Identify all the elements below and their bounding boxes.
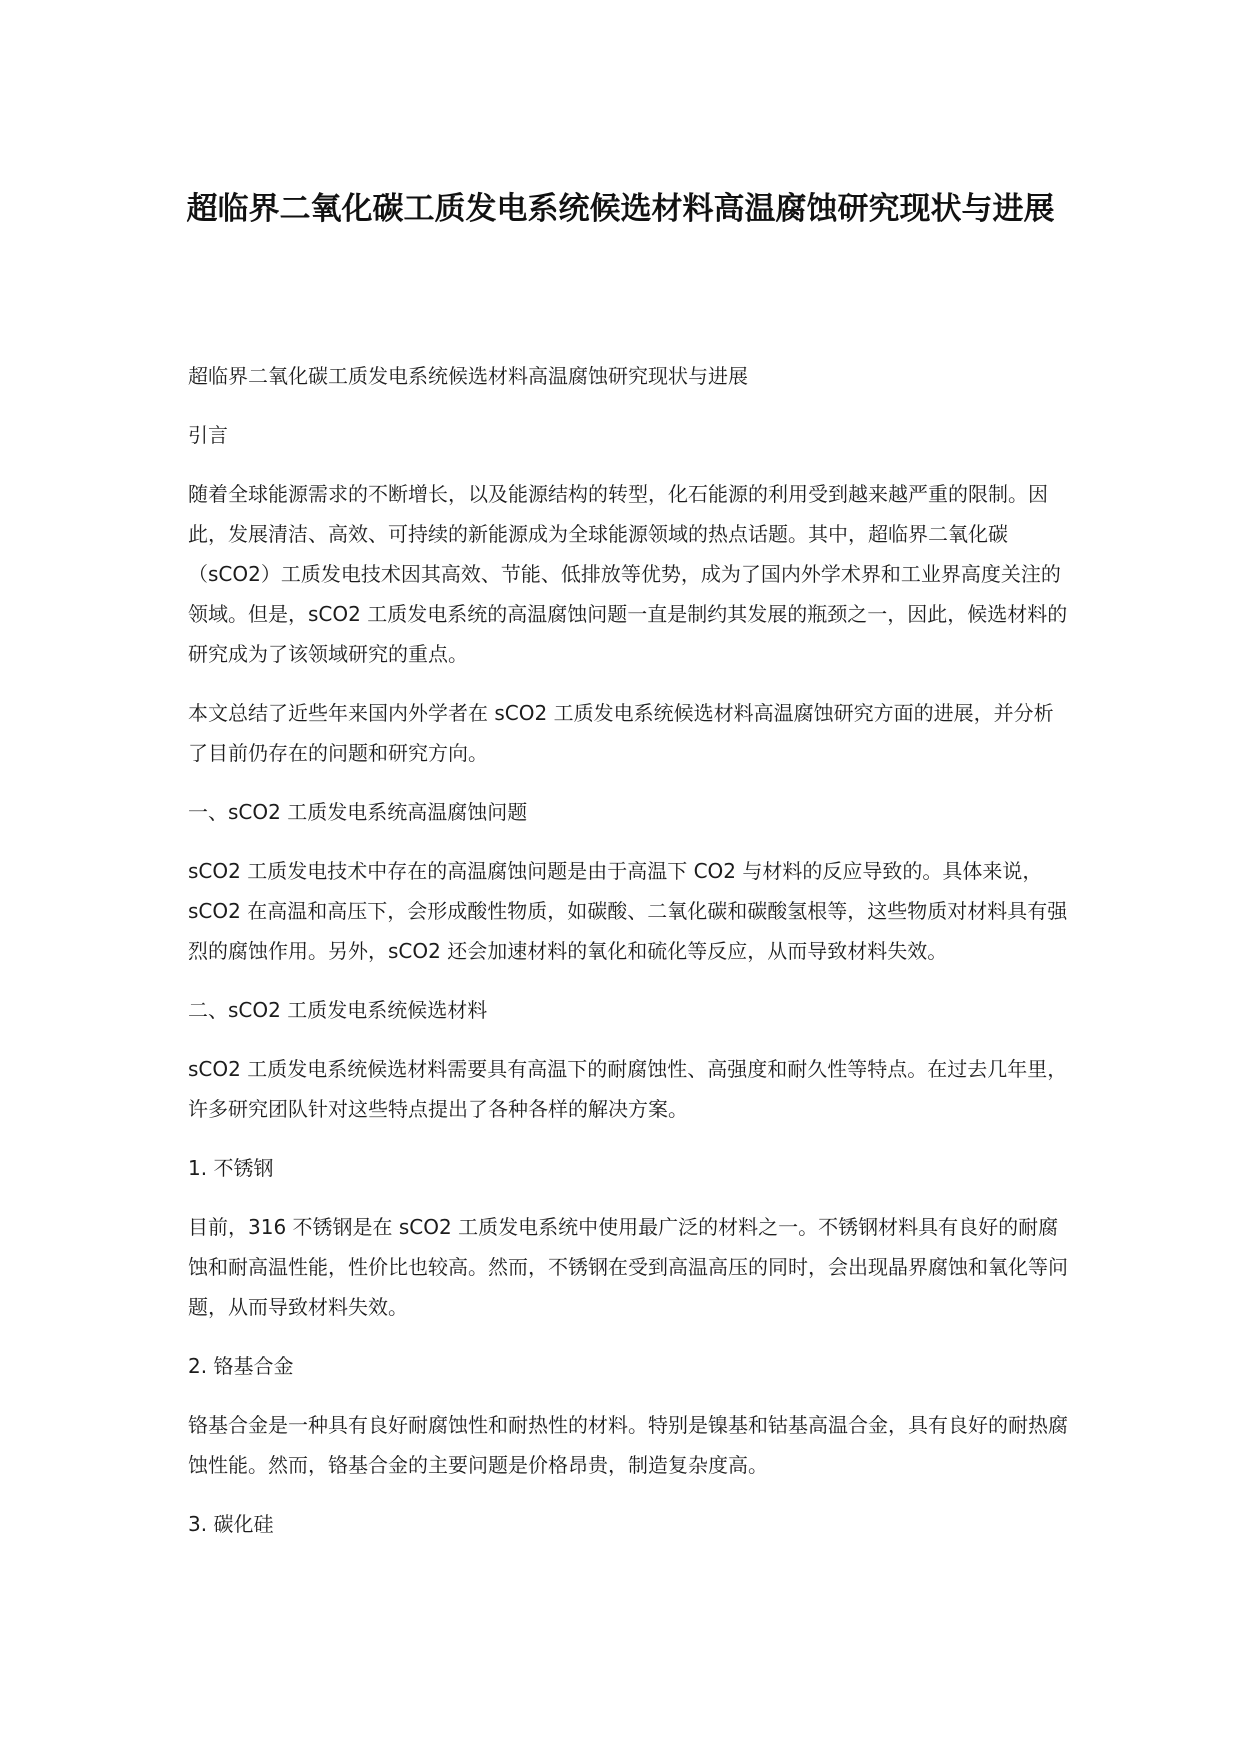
section-heading-introduction: 引言 (188, 423, 228, 447)
subsection-heading-chromium-alloy: 2. 铬基合金 (188, 1354, 294, 1378)
paragraph-chromium-alloy: 铬基合金是一种具有良好耐腐蚀性和耐热性的材料。特别是镍基和钴基高温合金，具有良好的耐热腐蚀性能。然而，铬基合金的主要问题是价格昂贵，制造复杂度高。 (188, 1413, 1068, 1477)
document-title: 超临界二氧化碳工质发电系统候选材料高温腐蚀研究现状与进展 (186, 191, 1055, 227)
paragraph-stainless-steel: 目前，316 不锈钢是在 sCO2 工质发电系统中使用最广泛的材料之一。不锈钢材料具有良好的耐腐蚀和耐高温性能，性价比也较高。然而，不锈钢在受到高温高压的同时，会出现晶界腐蚀和氧化等问题，从而导致材料失效。 (188, 1215, 1068, 1319)
paragraph-subtitle: 超临界二氧化碳工质发电系统候选材料高温腐蚀研究现状与进展 (188, 364, 748, 388)
section-heading-corrosion-problem: 一、sCO2 工质发电系统高温腐蚀问题 (188, 800, 528, 824)
paragraph-corrosion-problem: sCO2 工质发电技术中存在的高温腐蚀问题是由于高温下 CO2 与材料的反应导致的。具体来说，sCO2 在高温和高压下，会形成酸性物质，如碳酸、二氧化碳和碳酸氢根等，这些物质对材料具有强烈的腐蚀作用。另外，sCO2 还会加速材料的氧化和硫化等反应，从而导致材料失效。 (188, 859, 1068, 963)
section-heading-candidate-materials: 二、sCO2 工质发电系统候选材料 (188, 998, 488, 1022)
paragraph-candidate-materials: sCO2 工质发电系统候选材料需要具有高温下的耐腐蚀性、高强度和耐久性等特点。在过去几年里，许多研究团队针对这些特点提出了各种各样的解决方案。 (188, 1057, 1068, 1121)
paragraph-summary: 本文总结了近些年来国内外学者在 sCO2 工质发电系统候选材料高温腐蚀研究方面的进展，并分析了目前仍存在的问题和研究方向。 (188, 701, 1054, 765)
document-body (188, 356, 1073, 1563)
paragraph-introduction: 随着全球能源需求的不断增长，以及能源结构的转型，化石能源的利用受到越来越严重的限制。因此，发展清洁、高效、可持续的新能源成为全球能源领域的热点话题。其中，超临界二氧化碳（sCO2）工质发电技术因其高效、节能、低排放等优势，成为了国内外学术界和工业界高度关注的领域。但是，sCO2 工质发电系统的高温腐蚀问题一直是制约其发展的瓶颈之一，因此，候选材料的研究成为了该领域研究的重点。 (188, 482, 1068, 666)
subsection-heading-silicon-carbide: 3. 碳化硅 (188, 1512, 274, 1536)
subsection-heading-stainless-steel: 1. 不锈钢 (188, 1156, 274, 1180)
